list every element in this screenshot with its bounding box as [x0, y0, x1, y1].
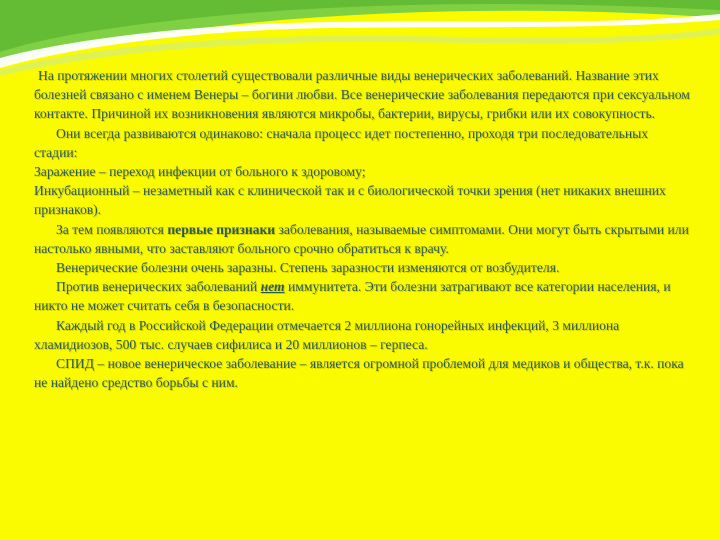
paragraph-statistics: Каждый год в Российской Федерации отмечается 2 миллиона гонорейных инфекций, 3 миллиона хламидиозов, 500 тыс. случаев сифилиса и 20 миллионов – герпеса.	[34, 317, 620, 352]
paragraph-immunity	[34, 277, 694, 315]
paragraph-symptoms	[34, 220, 694, 258]
paragraph-contagious: Венерические болезни очень заразны. Степень заразности изменяются от возбудителя.	[56, 260, 560, 276]
symptoms-text-end: заболевания, называемые симптомами. Они могут быть скрытыми или настолько явными, что заставляют больного срочно обратиться к врачу.	[34, 221, 689, 256]
immunity-text-start: Против венерических заболеваний	[56, 279, 261, 295]
no-immunity-emphasis: нет	[260, 279, 285, 295]
paragraph-aids: СПИД – новое венерическое заболевание – является огромной проблемой для медиков и общества, т.к. пока не найдено средство борьбы с ним.	[34, 356, 684, 391]
immunity-text-end: иммунитета. Эти болезни затрагивают все категории населения, и никто не может считать себя в безопасности.	[34, 279, 671, 314]
paragraph-intro: На протяжении многих столетий существовали различные виды венерических заболеваний. Название этих болезней связано с именем Венеры – богини любви. Все венерические заболевания передаются при сексуальном контакте. Причиной их возникновения являются микробы, бактерии, вирусы, грибки или их совокупность.	[34, 68, 690, 122]
paragraph-incubation: Инкубационный – незаметный как с клинической так и с биологической точки зрения (нет никаких внешних признаков).	[34, 183, 666, 218]
paragraph-stages: Они всегда развиваются одинаково: сначала процесс идет постепенно, проходя три последовательных стадии:	[34, 125, 649, 160]
body-text	[34, 66, 694, 392]
symptoms-text-start: За тем появляются	[56, 221, 168, 237]
first-signs-emphasis: первые признаки	[167, 221, 276, 237]
paragraph-infection: Заражение – переход инфекции от больного к здоровому;	[34, 164, 366, 180]
